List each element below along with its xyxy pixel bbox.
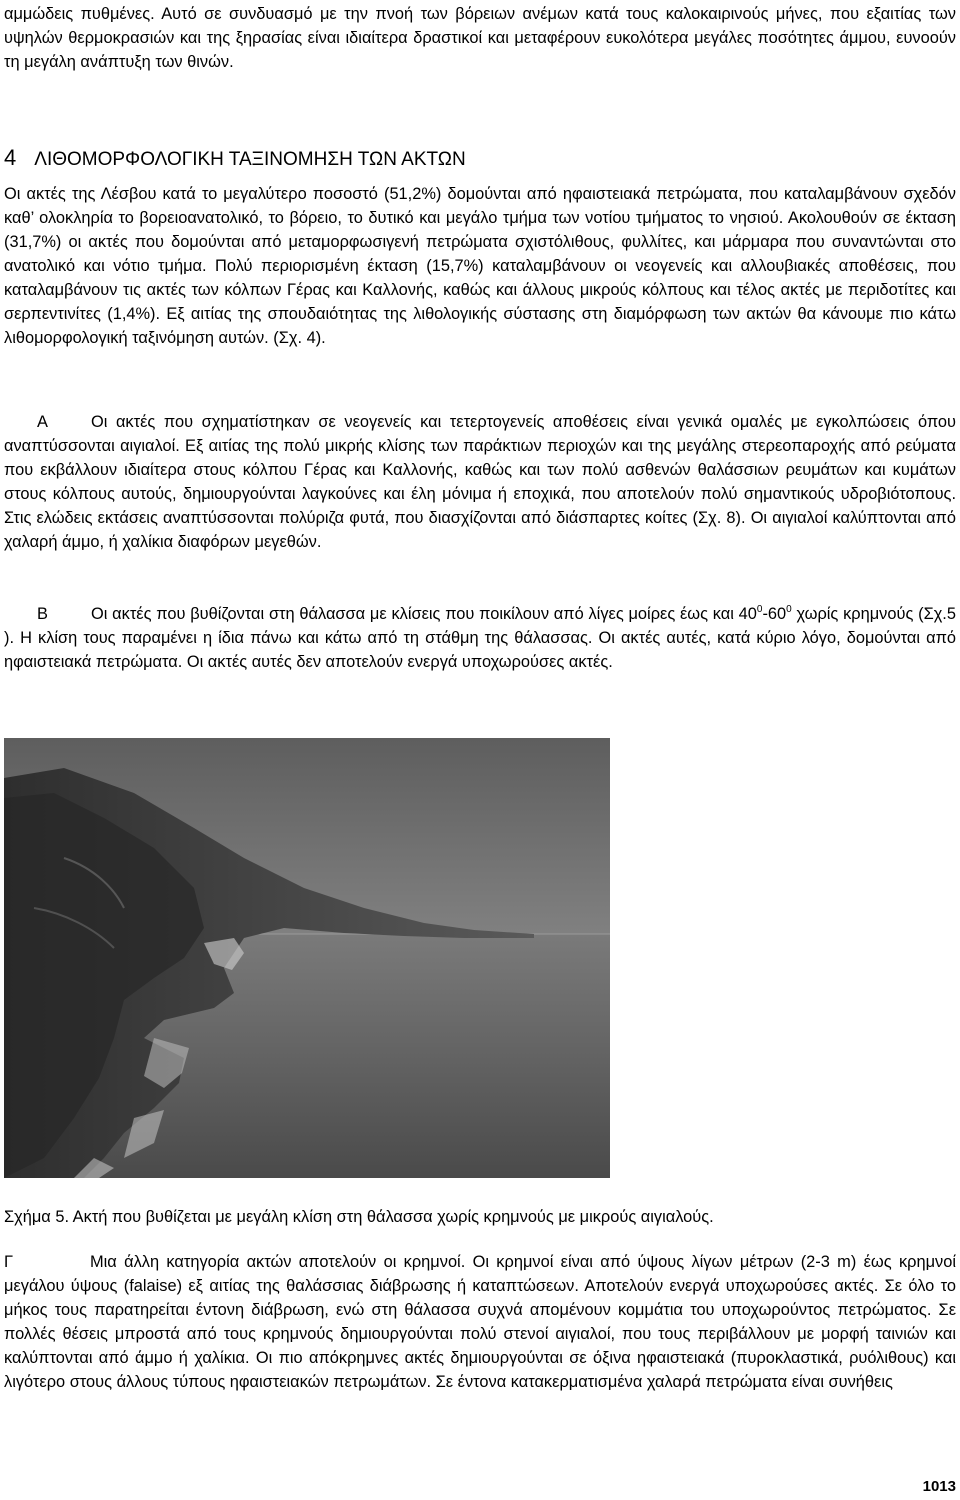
category-c-paragraph xyxy=(4,1250,956,1394)
coastline-photo xyxy=(4,738,610,1178)
section-heading xyxy=(4,146,466,172)
intro-paragraph: αμμώδεις πυθμένες. Αυτό σε συνδυασμό με την πνοή των βόρειων ανέμων κατά τους καλοκαιρινούς μήνες, που εξαιτίας των υψηλών θερμοκρασιών και της ξηρασίας είναι ιδιαίτερα δραστικοί και μεταφέρουν ευκολότερα μεγάλες ποσότητες άμμου, ευνοούν τη μεγάλη ανάπτυξη των θινών. xyxy=(4,5,956,71)
category-b-text-after: χωρίς κρημνούς (Σχ.5 ). Η κλίση τους παραμένει η ίδια πάνω και κάτω από τη στάθμη της θάλασσας. Οι ακτές αυτές, κατά κύριο λόγο, δομούνται από ηφαιστειακά πετρώματα. Οι ακτές αυτές δεν αποτελούν ενεργά υποχωρούσες ακτές. xyxy=(4,605,956,671)
category-c-label: Γ xyxy=(4,1253,14,1271)
degree-superscript-2: 0 xyxy=(786,604,792,615)
category-b-text-middle: -60 xyxy=(762,605,787,623)
main-paragraph: Οι ακτές της Λέσβου κατά το μεγαλύτερο ποσοστό (51,2%) δομούνται από ηφαιστειακά πετρώματα, που καταλαμβάνουν σχεδόν καθ’ ολοκληρία το βορειοανατολικό, το βόρειο, το δυτικό και μεγάλο τμήμα των νοτίου τμήματος το νησιού. Ακολουθούν σε έκταση (31,7%) οι ακτές που δομούνται από μεταμορφωσιγενή πετρώματα σχιστόλιθους, φυλλίτες, και μάρμαρα που συναντώνται στο ανατολικό και νότιο τμήμα. Πολύ περιορισμένη έκταση (15,7%) καταλαμβάνουν οι νεογενείς και αλλουβιακές αποθέσεις, που καταλαμβάνουν τις ακτές των κόλπων Γέρας και Καλλονής, καθώς και άλλους μικρούς κόλπους και τέλος ακτές με περιδοτίτες και σερπεντινίτες (1,4%). Εξ αιτίας της σπουδαιότητας της λιθολογικής σύστασης στη διαμόρφωση των ακτών θα κάνουμε πιο κάτω λιθομορφολογική ταξινόμηση αυτών. (Σχ. 4). xyxy=(4,185,956,347)
document-page xyxy=(4,0,956,1500)
category-a-paragraph xyxy=(4,410,956,554)
category-b-label: Β xyxy=(37,605,48,623)
figure-caption: Σχήμα 5. Ακτή που βυθίζεται με μεγάλη κλίση στη θάλασσα χωρίς κρημνούς με μικρούς αιγιαλούς. xyxy=(4,1208,714,1226)
category-a-label: Α xyxy=(37,413,48,431)
category-a-text: Οι ακτές που σχηματίστηκαν σε νεογενείς και τετερτογενείς αποθέσεις είναι γενικά ομαλές με εγκολπώσεις όπου αναπτύσσονται αιγιαλοί. Εξ αιτίας της πολύ μικρής κλίσης των παράκτιων περιοχών και της μεγάλης στερεοπαροχής από ρεύματα που εκβάλλουν ιδιαίτερα στους κόλπου Γέρας και Καλλονής, καθώς και των πολύ ασθενών θαλάσσιων ρευμάτων και κυμάτων στους κόλπους αυτούς, δημιουργούνται λαγκούνες και έλη μόνιμα ή εποχικά, που αποτελούν πολύ σημαντικούς υδροβιότοπους. Στις ελώδεις εκτάσεις αναπτύσσονται πολύριζα φυτά, που διασχίζονται από διάσπαρτες κοίτες (Σχ. 8). Οι αιγιαλοί καλύπτονται από χαλαρή άμμο, ή χαλίκια διαφόρων μεγεθών. xyxy=(4,413,956,551)
category-b-paragraph xyxy=(4,602,956,674)
category-c-text: Μια άλλη κατηγορία ακτών αποτελούν οι κρημνοί. Οι κρημνοί είναι από ύψους λίγων μέτρων (2-3 m) έως κρημνοί μεγάλου ύψους (falaise) εξ αιτίας της θαλάσσιας διάβρωσης ή καταπτώσεων. Αποτελούν ενεργά υποχωρούσες ακτές. Σε όλο το μήκος τους παρατηρείται έντονη διάβρωση, ενώ στη θάλασσα συχνά απομένουν κομμάτια του υποχωρούντος πετρώματος. Σε πολλές θέσεις μπροστά από τους κρημνούς δημιουργούνται πολύ στενοί αιγιαλοί, που τους περιβάλλουν με μορφή ταινιών και καλύπτονται από άμμο ή χαλίκια. Οι πιο απόκρημνες ακτές δημιουργούνται σε όξινα ηφαιστειακά (πυροκλαστικά, ρυόλιθους) και λιγότερο στους άλλους τύπους ηφαιστειακών πετρωμάτων. Σε έντονα κατακερματισμένα χαλαρά πετρώματα είναι συνήθεις xyxy=(4,1253,956,1391)
page-number: 1013 xyxy=(922,1478,956,1495)
section-number: 4 xyxy=(4,145,17,170)
degree-superscript-1: 0 xyxy=(756,604,763,615)
category-b-text-before: Οι ακτές που βυθίζονται στη θάλασσα με κλίσεις που ποικίλουν από λίγες μοίρες έως και 40 xyxy=(91,605,757,623)
section-title: ΛΙΘΟΜΟΡΦΟΛΟΓΙΚΗ ΤΑΞΙΝΟΜΗΣΗ ΤΩΝ ΑΚΤΩΝ xyxy=(34,149,466,170)
